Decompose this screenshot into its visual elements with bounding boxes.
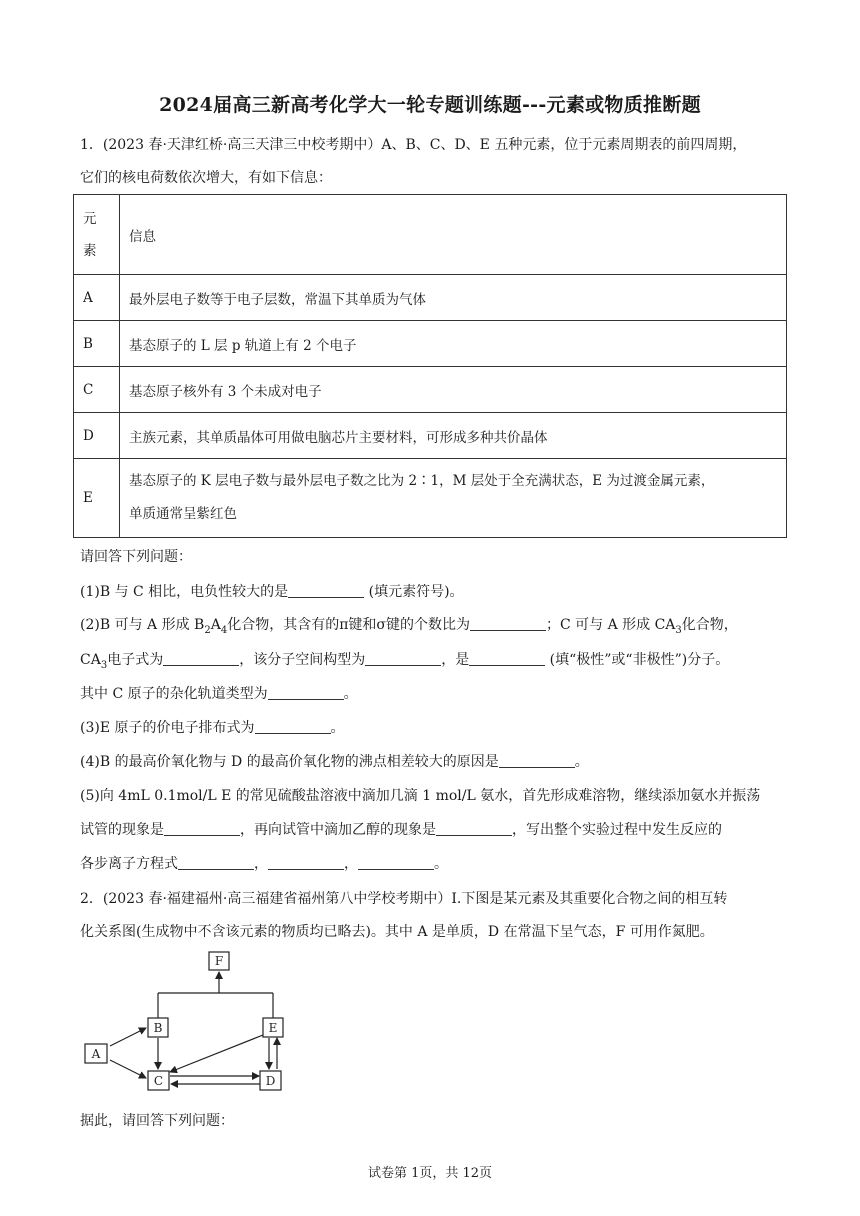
table-row xyxy=(74,321,787,367)
q1-part-4-tail: 。 xyxy=(574,754,589,770)
table-row xyxy=(74,275,787,321)
conversion-diagram xyxy=(80,948,310,1098)
header-element-char-2: 素 xyxy=(83,242,97,259)
q1-part-2-text: (2)B 可与 A 形成 B xyxy=(80,617,205,633)
q2-stem-line-1: 2．(2023 春·福建福州·高三福建省福州第八中学校考期中）I.下图是某元素及其重要化合物之间的相互转 xyxy=(80,891,728,907)
node-label-E: E xyxy=(268,1021,278,1035)
q1-part-5-line-1: (5)向 4mL 0.1mol/L E 的常见硫酸盐溶液中滴加几滴 1 mol/L 氨水，首先形成难溶物，继续添加氨水并振荡 xyxy=(80,788,761,804)
element-cell: C xyxy=(74,367,120,413)
q1-part-3-text: (3)E 原子的价电子排布式为 xyxy=(80,720,255,736)
q1-part-1-tail: (填元素符号)。 xyxy=(364,584,464,600)
q1-part-5-text: ， xyxy=(254,856,268,872)
element-cell: A xyxy=(74,275,120,321)
header-element-char-1: 元 xyxy=(83,210,97,227)
element-info-table xyxy=(73,194,787,538)
element-cell: E xyxy=(74,459,120,538)
document-title: 2024届高三新高考化学大一轮专题训练题---元素或物质推断题 xyxy=(159,94,701,116)
node-label-A: A xyxy=(91,1047,101,1061)
q1-part-2-text: ，该分子空间构型为 xyxy=(239,652,366,668)
arrow-A-B xyxy=(110,1028,146,1046)
q1-part-5-line-2 xyxy=(80,819,792,839)
node-label-D: D xyxy=(265,1074,276,1088)
answer-blank[interactable] xyxy=(288,583,364,598)
q2-stem-line-2: 化关系图(生成物中不含该元素的物质均已略去)。其中 A 是单质，D 在常温下呈气态，F 可用作氮肥。 xyxy=(80,924,714,940)
subscript: 4 xyxy=(220,624,228,636)
q1-part-5-line-3 xyxy=(80,853,792,873)
answer-blank[interactable] xyxy=(470,616,546,631)
answer-blank[interactable] xyxy=(268,855,344,870)
q1-prompt: 请回答下列问题： xyxy=(80,549,192,565)
q1-part-2-text: 其中 C 原子的杂化轨道类型为 xyxy=(80,686,268,702)
q1-part-2-text: 电子式为 xyxy=(107,652,164,668)
q2-prompt: 据此，请回答下列问题： xyxy=(80,1113,234,1129)
q1-part-2-line-2 xyxy=(80,649,792,671)
q1-part-2-text: ，是 xyxy=(441,652,470,668)
answer-blank[interactable] xyxy=(178,855,254,870)
table-row xyxy=(74,459,787,538)
info-cell: 基态原子的 L 层 p 轨道上有 2 个电子 xyxy=(120,321,787,367)
q1-part-2-text: 化合物，其含有的π键和σ键的个数比为 xyxy=(227,617,470,633)
q1-part-2-text: CA xyxy=(80,652,101,668)
arrow-A-C xyxy=(110,1060,146,1078)
answer-blank[interactable] xyxy=(164,821,240,836)
q1-part-2-text: 。 xyxy=(343,686,358,702)
arrow-E-C xyxy=(170,1035,263,1072)
q1-part-2-text: A xyxy=(210,617,221,633)
element-cell: D xyxy=(74,413,120,459)
info-cell: 基态原子核外有 3 个未成对电子 xyxy=(120,367,787,413)
info-line-2: 单质通常呈紫红色 xyxy=(129,506,237,522)
answer-blank[interactable] xyxy=(469,651,545,666)
q1-part-5-text: ，再向试管中滴加乙醇的现象是 xyxy=(240,822,436,838)
q1-part-3 xyxy=(80,717,792,737)
q1-part-3-tail: 。 xyxy=(330,720,345,736)
q1-part-5-text: 试管的现象是 xyxy=(80,822,164,838)
answer-blank[interactable] xyxy=(365,651,441,666)
q1-stem-line-2: 它们的核电荷数依次增大，有如下信息： xyxy=(80,170,332,186)
answer-blank[interactable] xyxy=(255,719,331,734)
q1-part-2-text: 化合物， xyxy=(681,617,738,633)
element-cell: B xyxy=(74,321,120,367)
page-footer: 试卷第 1页，共 12页 xyxy=(367,1166,493,1181)
node-label-B: B xyxy=(153,1021,163,1035)
info-cell: 最外层电子数等于电子层数，常温下其单质为气体 xyxy=(120,275,787,321)
subscript: 3 xyxy=(100,659,108,671)
node-label-C: C xyxy=(153,1074,164,1088)
info-cell xyxy=(120,459,787,538)
q1-part-4 xyxy=(80,751,792,771)
table-header-row xyxy=(74,195,787,275)
header-element-cell xyxy=(74,195,120,275)
answer-blank[interactable] xyxy=(436,821,512,836)
subscript: 2 xyxy=(204,624,211,636)
q1-part-2-line-3 xyxy=(80,683,792,703)
info-line-1: 基态原子的 K 层电子数与最外层电子数之比为 2∶1，M 层处于全充满状态，E 为过渡金属元素， xyxy=(129,473,715,489)
answer-blank[interactable] xyxy=(268,685,344,700)
q1-part-5-text: 各步离子方程式 xyxy=(80,856,178,872)
q1-part-2-text: ；C 可与 A 形成 CA xyxy=(545,617,676,633)
q1-part-2-text: (填“极性”或“非极性”)分子。 xyxy=(545,652,730,668)
q1-part-4-text: (4)B 的最高价氧化物与 D 的最高价氧化物的沸点相差较大的原因是 xyxy=(80,754,499,770)
answer-blank[interactable] xyxy=(358,855,434,870)
answer-blank[interactable] xyxy=(163,651,239,666)
table-row xyxy=(74,413,787,459)
answer-blank[interactable] xyxy=(499,753,575,768)
info-cell: 主族元素，其单质晶体可用做电脑芯片主要材料，可形成多种共价晶体 xyxy=(120,413,787,459)
header-info-cell: 信息 xyxy=(120,195,787,275)
subscript: 3 xyxy=(675,624,682,636)
q1-part-1-text: (1)B 与 C 相比，电负性较大的是 xyxy=(80,584,289,600)
table-row xyxy=(74,367,787,413)
q1-part-5-text: 。 xyxy=(434,856,448,872)
q1-stem-line-1: 1．(2023 春·天津红桥·高三天津三中校考期中）A、B、C、D、E 五种元素，位于元素周期表的前四周期， xyxy=(80,137,747,153)
q1-part-1 xyxy=(80,581,792,601)
q1-part-5-text: ， xyxy=(344,856,358,872)
q1-part-2-line-1 xyxy=(80,614,792,636)
node-label-F: F xyxy=(214,954,224,968)
q1-part-5-text: ，写出整个实验过程中发生反应的 xyxy=(512,822,722,838)
